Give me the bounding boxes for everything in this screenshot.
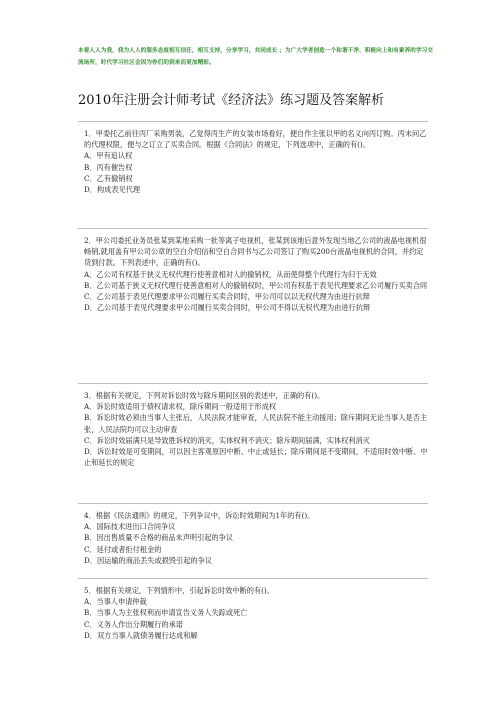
option-c: C．乙有撤销权 [84,173,133,183]
question-text: 3．根据有关规定，下列对诉讼时效与除斥期间区别的表述中，正确的有()。 [84,391,325,400]
divider [78,228,428,229]
question-text: 2．甲公司委托业务员张某到某地采购一批等离子电视机，张某到该地后意外发现当地乙公司的液晶电视机很畅销,就用盖有甲公司公章的空白介绍信和空白合同书与乙公司签订了购买200台液晶电视机的合同，并约定货到付款。下列表述中，正确的有()。 [84,236,427,268]
option-c: C．诉讼时效届满只是导致胜诉权的消灭，实体权利不消灭；除斥期间届满，实体权利消灭 [84,435,370,445]
option-d: D．因运输的商品丢失或损毁引起的争议 [84,555,212,565]
question-text: 4．根据《民法通则》的规定，下列争议中，诉讼时效期间为1年的有()。 [84,511,315,520]
page-title: 2010年注册会计师考试《经济法》练习题及答案解析 [78,93,385,108]
question-5 [78,578,428,641]
option-d: D．构成表见代理 [84,185,141,195]
question-text: 5．根据有关规定，下列情形中，引起诉讼时效中断的有()。 [84,586,274,595]
option-b: B．乙公司基于狭义无权代理行使善意相对人的撤销权时，甲公司有权基于表见代理要求乙公司履行买卖合同 [84,280,428,290]
question-3 [78,383,428,468]
option-a: A．甲有追认权 [84,151,133,161]
option-d: D．诉讼时效是可变期间，可以因主客观原因中断、中止或延长；除斥期间是不变期间，不适用时效中断、中止和延长的规定 [84,447,428,468]
option-c: C．乙公司基于表见代理要求甲公司履行买卖合同时，甲公司可以以无权代理为由进行抗辩 [84,292,370,302]
option-d: D．乙公司基于表见代理要求甲公司履行买卖合同时，甲公司不得以无权代理为由进行抗辩 [84,303,371,313]
option-a: A．当事人申请仲裁 [84,597,147,607]
question-4 [78,503,428,566]
option-a: A．乙公司有权基于狭义无权代理行使善意相对人的撤销权，从而使得整个代理行为归于无效 [84,269,377,279]
option-b: B．诉讼时效必须由当事人主张后，人民法院才能审查，人民法院不能主动援用；除斥期间无论当事人是否主张，人民法院均可以主动审查 [84,413,428,434]
option-b: B．因出售质量不合格的商品未声明引起的争议 [84,533,234,543]
option-a: A．诉讼时效适用于债权请求权，除斥期间一般适用于形成权 [84,402,277,412]
banner-text: 本着人人为我，我为人人的服务态度相互信任，相互支持，分享学习，共同成长 ；为广大学者创造一个和谐干净、积极向上和有素养的学习交流场所，时代学习社区会因为你们的到来而更加精彩。 [78,48,434,66]
option-c: C．延付或者拒付租金的 [84,544,162,554]
option-a: A．国际技术进出口合同争议 [84,522,176,532]
divider [78,383,428,384]
option-c: C．义务人作出分期履行的承诺 [84,619,183,629]
option-d: D．双方当事人就债务履行达成和解 [84,630,198,640]
divider [78,121,428,122]
divider [78,503,428,504]
question-2 [78,228,428,313]
option-b: B．当事人为主张权利而申请宣告义务人失踪或死亡 [84,608,248,618]
question-1 [78,121,428,195]
question-text: 1．甲委托乙前往丙厂采购男装，乙觉得丙生产的女装市场看好，便自作主张以甲的名义向丙订购。丙未问乙的代理权限，便与之订立了买卖合同。根据《合同法》的规定，下列选项中，正确的有()。 [84,129,427,150]
option-b: B．丙有催告权 [84,162,133,172]
divider [78,578,428,579]
